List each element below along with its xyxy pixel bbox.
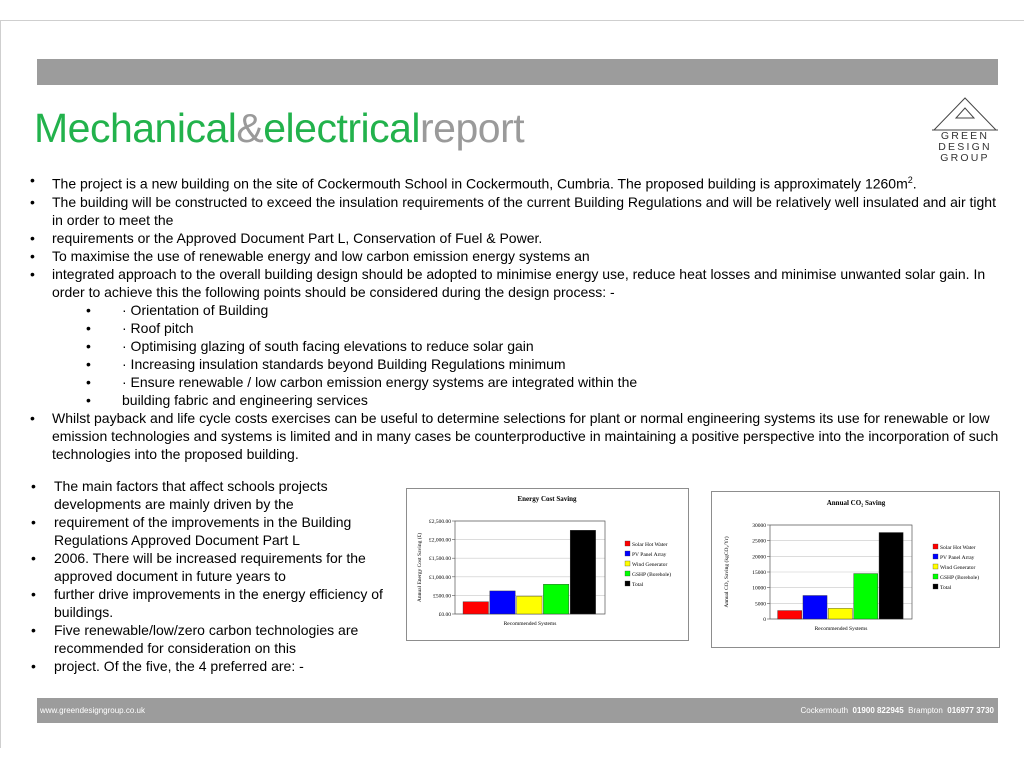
sub-bullet-item [30,337,1005,355]
company-logo [932,96,998,166]
y-axis-label: Annual CO₂ Saving (kgCO₂/Yr) [724,536,730,608]
bar-gshp-borehole [854,574,878,619]
footer-contact [800,706,994,715]
bullet-item [30,409,1005,463]
footer-phone-1: 01900 822945 [852,706,904,715]
bullet-tail: . [912,175,917,192]
legend-label: Total [632,582,644,588]
frame-left-line [0,20,1,748]
legend-swatch [625,581,630,586]
legend-label: PV Panel Array [940,555,975,561]
energy-cost-chart-svg [407,489,688,640]
x-axis-label: Recommended Systems [503,621,557,627]
legend-swatch [933,554,938,559]
legend-label: GSHP (Borehole) [940,575,980,581]
bar-pv-panel-array [490,591,515,614]
side-bullet-item: • The main factors that affect schools projects developments are mainly driven by the [31,477,391,513]
sub-bullet-item [30,373,1005,391]
y-tick-label: 30000 [752,523,766,529]
logo-text-green: GREEN [940,130,990,142]
y-tick-label: £2,500.00 [429,519,451,525]
main-bullet-list [30,171,1005,463]
x-axis-label: Recommended Systems [814,626,868,632]
bullet-item [30,247,1005,265]
y-tick-label: £0.00 [438,612,451,618]
legend-swatch [625,571,630,576]
bullet-text: · Ensure renewable / low carbon emission energy systems are integrated within the [122,373,638,390]
sub-bullet-item [30,391,1005,409]
co2-chart-svg [712,492,999,647]
bullet-item [30,229,1005,247]
header-band [37,59,998,85]
legend-swatch [625,541,630,546]
bullet-superscript: 2 [907,175,913,185]
side-bullet-item: • 2006. There will be increased requirements for the approved document in future years to [31,549,391,585]
bullet-text: · Optimising glazing of south facing elevations to reduce solar gain [122,337,534,354]
side-bullet-item: • Five renewable/low/zero carbon technologies are recommended for consideration on this [31,621,391,657]
legend-swatch [933,574,938,579]
legend-swatch [933,584,938,589]
bullet-text: requirements or the Approved Document Part L, Conservation of Fuel & Power. [52,229,543,246]
legend-label: Wind Generator [632,562,668,568]
bullet-text: Whilst payback and life cycle costs exercises can be useful to determine selections for plant or normal engineering systems its use for renewable or low emission technologies and systems is limited and in many cases be counterproductive in maintaining a positive perspective into the incorporation of such technologies into the proposed building. [52,409,999,462]
footer-phone-2: 016977 3730 [947,706,994,715]
title-electrical: electrical [263,105,421,151]
title-mechanical: Mechanical [34,105,237,151]
bullet-text: · Roof pitch [122,319,194,336]
chart-legend [933,544,979,591]
legend-label: Wind Generator [940,565,976,571]
bullet-item [30,193,1005,229]
y-tick-label: 0 [763,617,766,623]
side-bullet-item: • requirement of the improvements in the Building Regulations Approved Document Part L [31,513,391,549]
y-tick-label: £2,000.00 [429,537,451,544]
bullet-text: integrated approach to the overall building design should be adopted to minimise energy use, reduce heat losses and minimise unwanted solar gain. In order to achieve this the following points should be considered during the design process: - [52,265,986,300]
title-report: report [420,105,525,151]
logo-text-group: GROUP [940,152,990,164]
bullet-text: · Increasing insulation standards beyond Building Regulations minimum [122,355,566,372]
y-axis-label: Annual Energy Cost Saving (£) [417,532,423,603]
footer-band [37,698,998,723]
bar-pv-panel-array [803,596,827,620]
sub-bullet-item [30,319,1005,337]
bar-wind-generator [828,608,852,619]
footer-location-1: Cockermouth [800,706,849,715]
title-ampersand: & [236,105,264,151]
bullet-text: building fabric and engineering services [122,391,368,408]
sub-bullet-item [30,301,1005,319]
legend-swatch [625,561,630,566]
logo-text-design: DESIGN [938,141,992,153]
bar-wind-generator [517,596,542,614]
bullet-text: The project is a new building on the site of Cockermouth School in Cockermouth, Cumbria. The proposed building is approximately 1260m [52,175,908,192]
bar-gshp-borehole [543,584,568,614]
y-tick-label: 15000 [752,570,766,576]
co2-saving-chart [711,491,1000,648]
footer-location-2: Brampton [908,706,943,715]
legend-label: Solar Hot Water [632,542,668,548]
side-bullet-list [31,477,391,675]
side-bullet-item: • further drive improvements in the energy efficiency of buildings. [31,585,391,621]
chart-title: Energy Cost Saving [517,495,577,503]
legend-swatch [933,564,938,569]
sub-bullet-item [30,355,1005,373]
bullet-text: The building will be constructed to exceed the insulation requirements of the current Building Regulations and will be relatively well insulated and air tight in order to meet the [52,193,996,228]
y-tick-label: £1,500.00 [429,556,451,563]
legend-swatch [625,551,630,556]
y-tick-label: £500.00 [433,593,451,600]
y-tick-label: 25000 [752,538,766,545]
bar-solar-hot-water [463,602,488,614]
chart-legend [625,541,671,588]
legend-label: Total [940,585,952,591]
y-tick-label: 20000 [752,554,766,561]
energy-cost-saving-chart [406,488,689,641]
bar-total [879,533,903,619]
y-tick-label: 10000 [752,585,766,592]
page-title [34,105,525,151]
y-tick-label: £1,000.00 [429,574,451,581]
bullet-item [30,265,1005,301]
bar-solar-hot-water [778,611,802,619]
y-tick-label: 5000 [755,601,766,608]
frame-top-line [0,20,1024,21]
legend-label: PV Panel Array [632,552,667,558]
legend-label: Solar Hot Water [940,545,976,551]
legend-swatch [933,544,938,549]
legend-label: GSHP (Borehole) [632,572,672,578]
footer-website-link[interactable]: www.greendesigngroup.co.uk [40,706,145,715]
chart-title: Annual CO₂ Saving [826,499,886,507]
bar-total [570,530,595,614]
side-bullet-item: • project. Of the five, the 4 preferred are: - [31,657,391,675]
bullet-text: · Orientation of Building [122,301,269,318]
bullet-item [30,171,1005,193]
bullet-text: To maximise the use of renewable energy and low carbon emission energy systems an [52,247,590,264]
